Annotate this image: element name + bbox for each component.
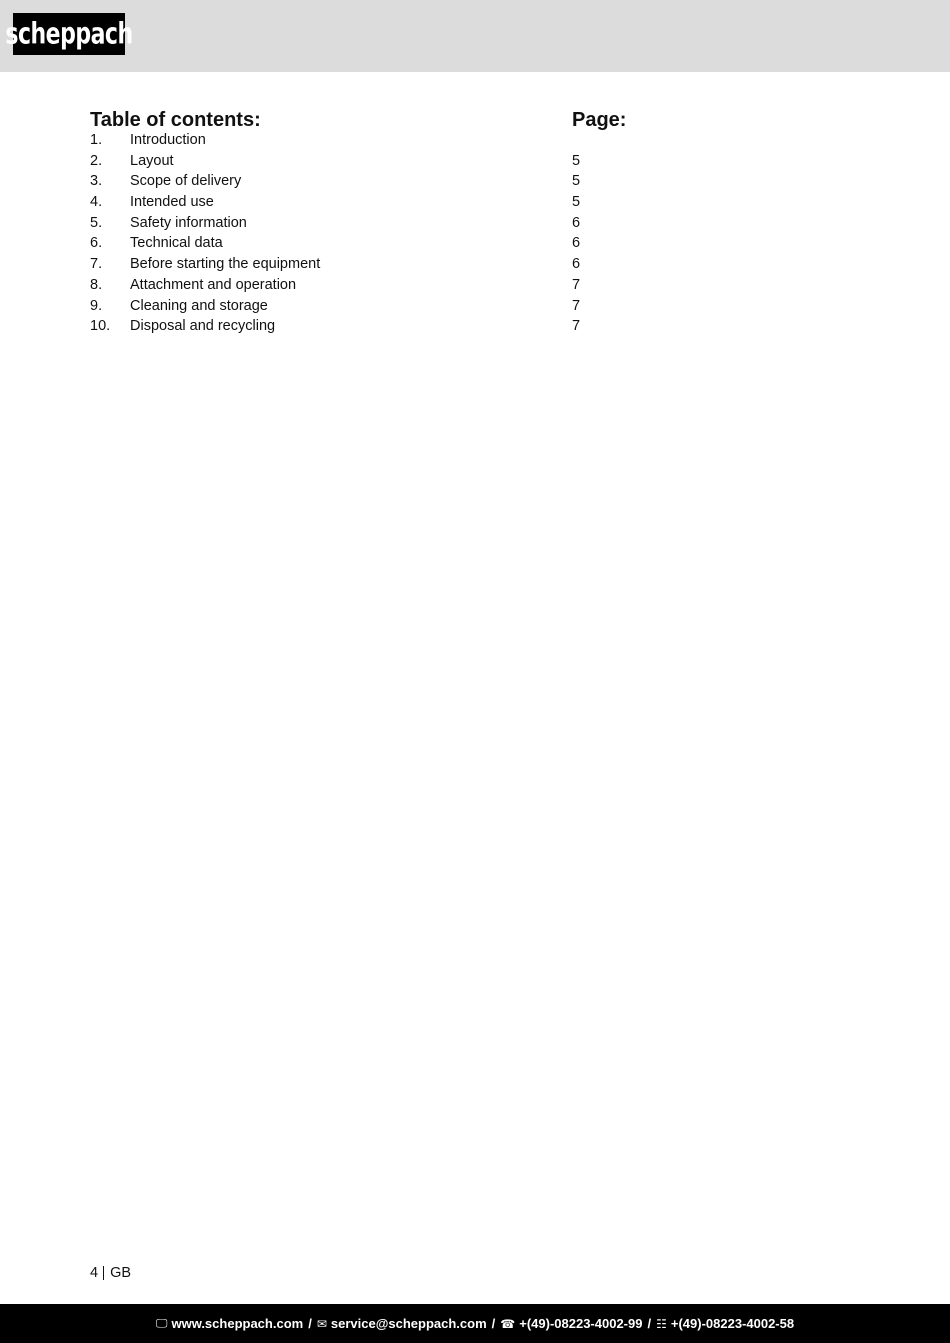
toc-row-number: 8. [90, 276, 103, 293]
toc-row-number: 2. [90, 152, 103, 169]
toc-page-label: Page: [572, 109, 627, 131]
toc-row-page: 7 [572, 276, 581, 293]
toc-row-disposal-and-recycling[interactable] [90, 316, 650, 337]
footer-separator: / [308, 1316, 312, 1331]
footer-fax[interactable] [656, 1316, 794, 1331]
toc-row-number: 10. [90, 318, 111, 335]
fax-icon: ☷ [656, 1316, 667, 1331]
toc-row-label: Technical data [130, 235, 223, 252]
page-language: GB [110, 1265, 132, 1281]
toc-row-number: 1. [90, 132, 103, 148]
toc-row-intended-use[interactable] [90, 192, 650, 213]
toc-row-layout[interactable] [90, 151, 650, 172]
toc-row-scope-of-delivery[interactable] [90, 171, 650, 192]
toc-row-page: 6 [572, 235, 581, 252]
footer-website[interactable] [156, 1316, 303, 1331]
toc-header [90, 108, 650, 132]
toc-title: Table of contents: [90, 109, 261, 131]
footer-phone[interactable] [500, 1316, 642, 1331]
toc-row-label: Intended use [130, 194, 214, 211]
phone-icon: ☎ [500, 1316, 516, 1331]
toc-row-cleaning-and-storage[interactable] [90, 296, 650, 317]
toc-row-attachment-and-operation[interactable] [90, 275, 650, 296]
toc-row-label: Introduction [130, 132, 206, 148]
toc-row-number: 6. [90, 235, 103, 252]
footer-phone-text: +(49)-08223-4002-99 [519, 1316, 643, 1331]
toc-row-page: 6 [572, 214, 581, 231]
header-band [0, 0, 950, 72]
footer-separator: / [491, 1316, 496, 1331]
toc-row-page: 7 [572, 297, 581, 314]
toc-row-label: Attachment and operation [130, 276, 297, 293]
page-number [90, 1263, 131, 1283]
scheppach-logo: scheppach [13, 13, 125, 55]
table-of-contents [90, 108, 650, 337]
footer-email[interactable] [317, 1316, 487, 1331]
toc-row-label: Before starting the equipment [130, 256, 321, 273]
footer-separator: / [647, 1316, 652, 1331]
toc-row-page: 5 [572, 152, 581, 169]
footer-website-text: www.scheppach.com [171, 1316, 304, 1331]
toc-rows [90, 130, 650, 337]
toc-row-page: 6 [572, 256, 581, 273]
toc-row-page: 5 [572, 194, 581, 211]
page-number-value: 4 [90, 1265, 99, 1281]
toc-row-page: 5 [572, 173, 581, 190]
computer-icon: 🖵 [155, 1316, 168, 1330]
toc-row-page: 7 [572, 318, 581, 335]
footer-fax-text: +(49)-08223-4002-58 [670, 1316, 795, 1331]
toc-row-number: 4. [90, 194, 103, 211]
toc-row-label: Layout [130, 152, 174, 169]
toc-row-label: Scope of delivery [130, 173, 242, 190]
mail-icon: ✉ [316, 1316, 327, 1331]
page-number-divider [103, 1266, 104, 1280]
toc-row-number: 5. [90, 214, 103, 231]
toc-row-label: Disposal and recycling [130, 318, 276, 335]
toc-row-safety-information[interactable] [90, 213, 650, 234]
toc-row-label: Cleaning and storage [130, 297, 268, 314]
footer-email-text: service@scheppach.com [330, 1316, 487, 1331]
toc-row-technical-data[interactable] [90, 233, 650, 254]
toc-row-number: 9. [90, 297, 103, 314]
toc-row-number: 3. [90, 173, 103, 190]
toc-row-number: 7. [90, 256, 103, 273]
toc-row-label: Safety information [130, 214, 247, 231]
toc-row-introduction[interactable] [90, 130, 650, 151]
toc-row-before-starting[interactable] [90, 254, 650, 275]
contact-footer [0, 1304, 950, 1343]
